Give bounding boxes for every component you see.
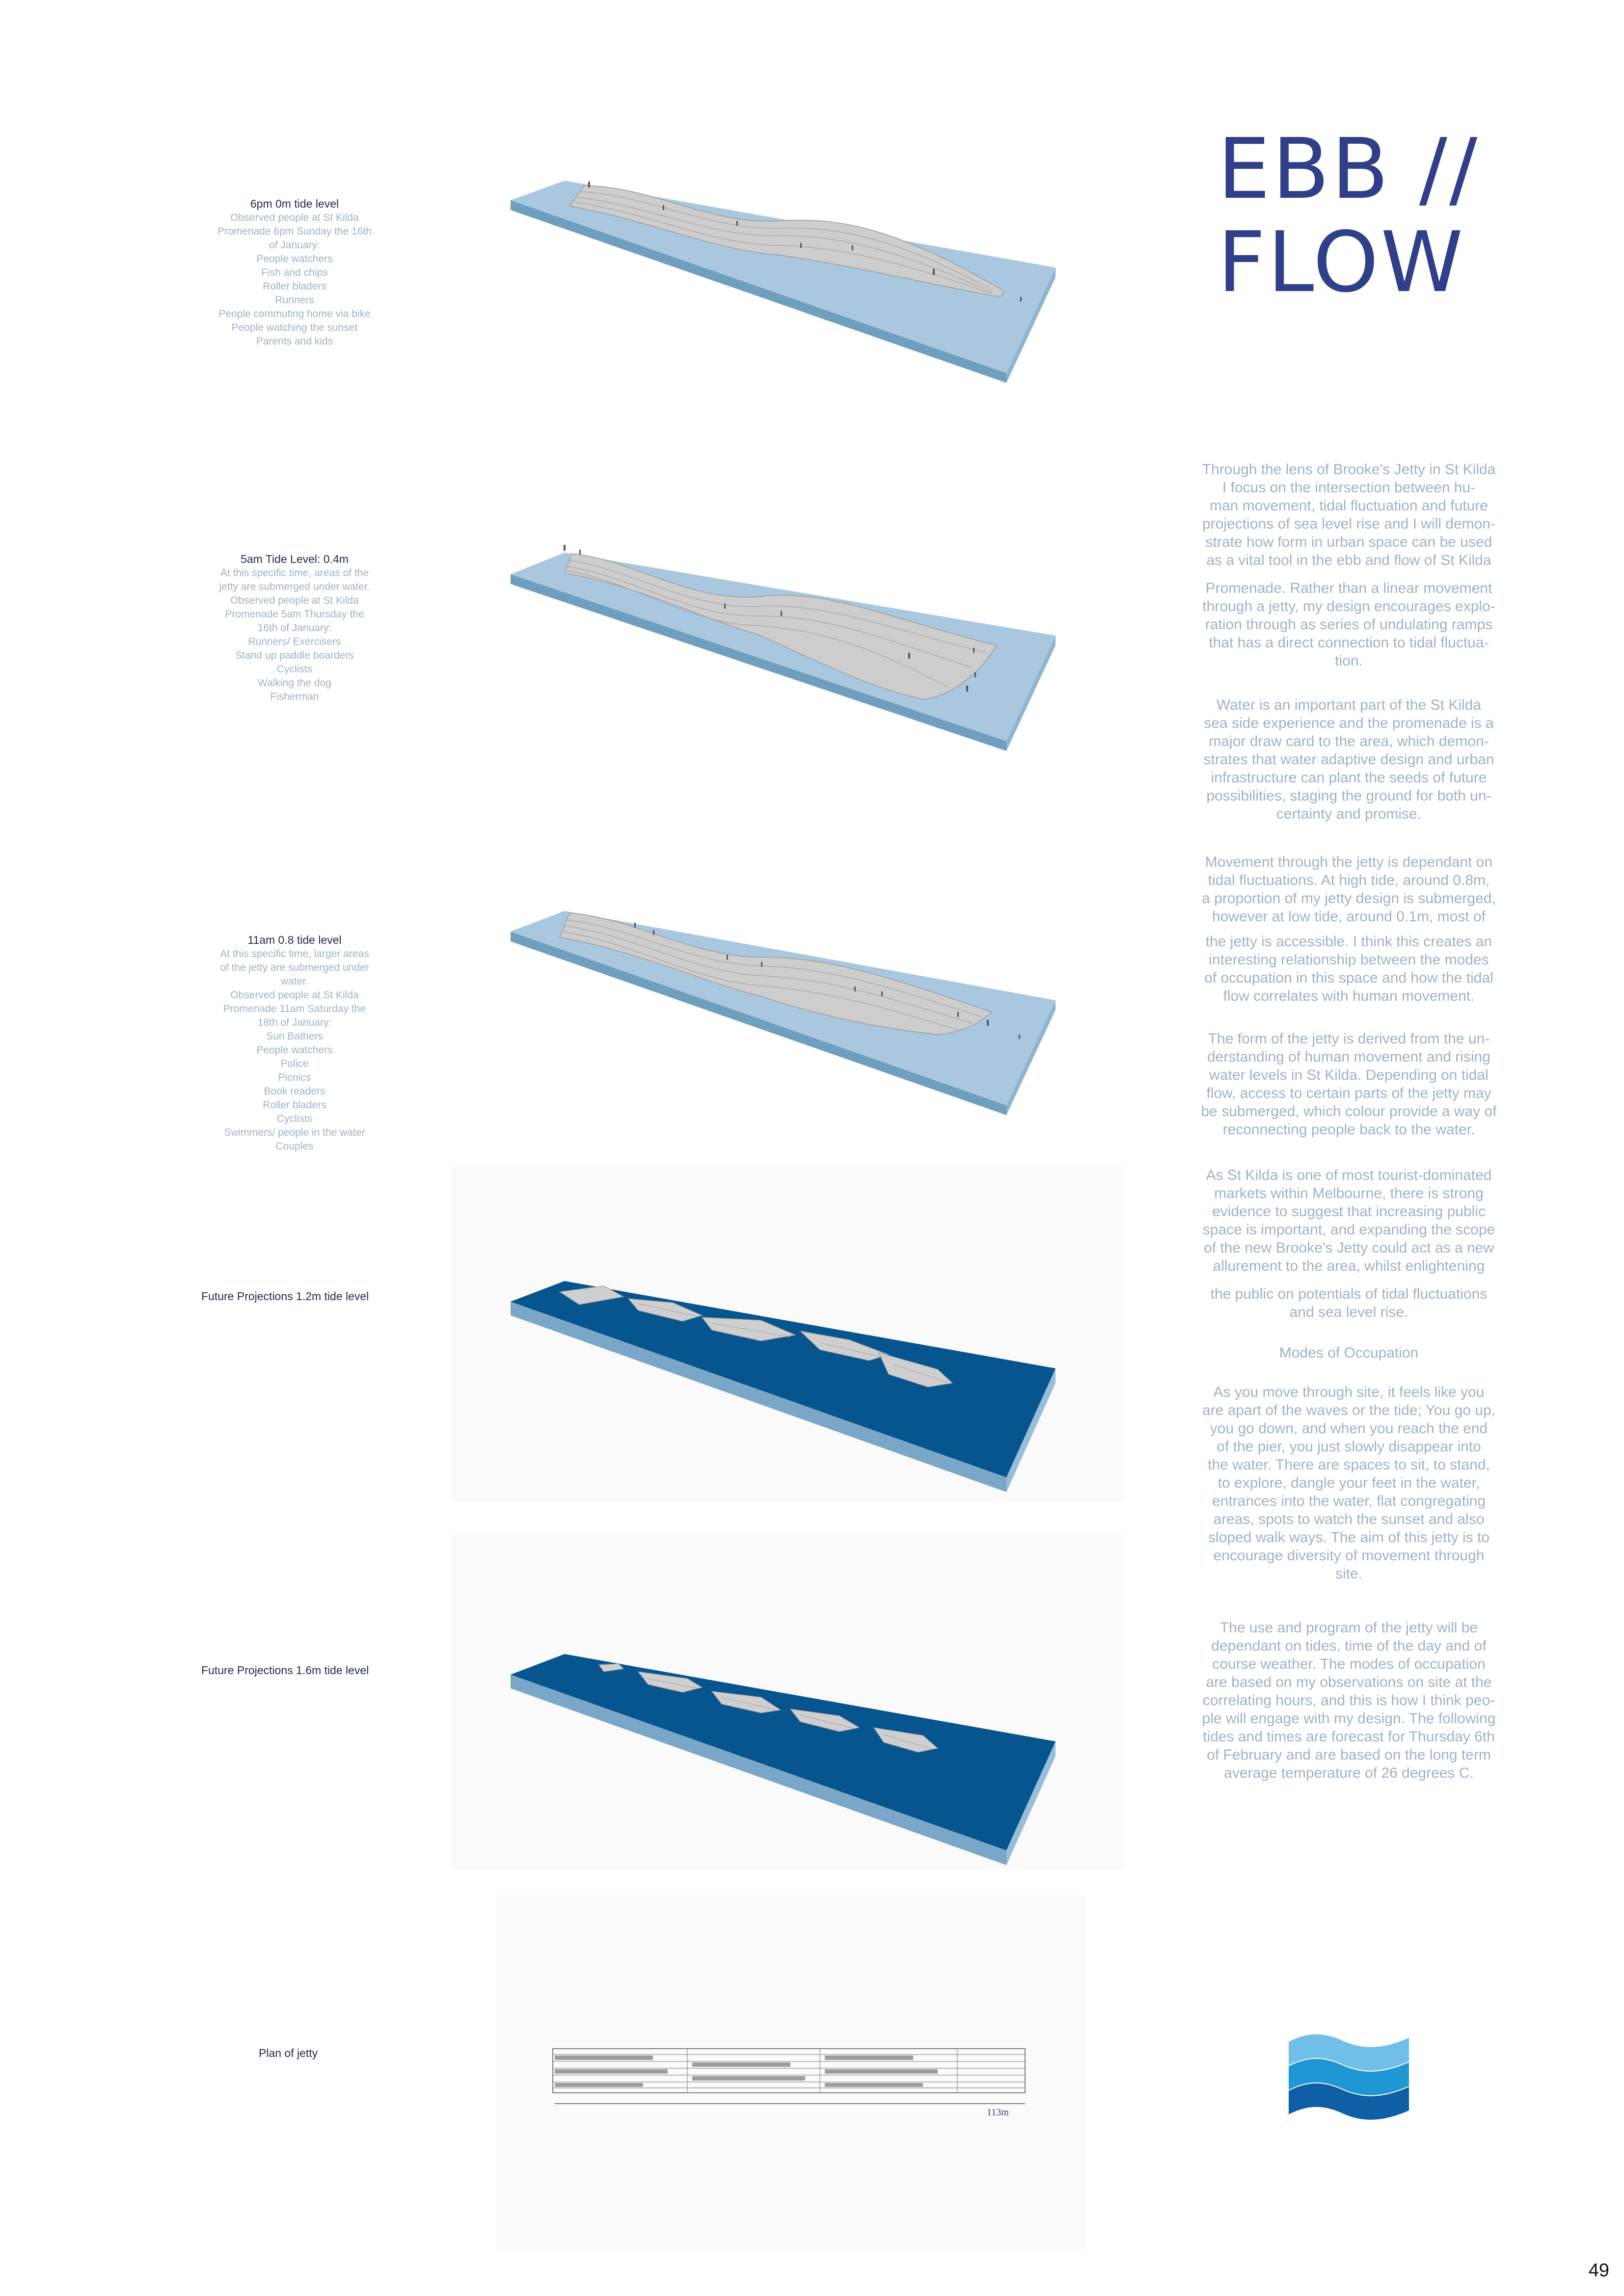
model-line: 18th of January: [257,1017,332,1028]
title-line-2: FLOW [1218,214,1465,311]
text-line: derstanding of human movement and rising [1207,1049,1490,1065]
text-line: Through the lens of Brooke's Jetty in St Kilda [1202,461,1496,478]
body-paragraph-8 [1186,1285,1512,1321]
text-line: dependant on tides, time of the day and of [1211,1638,1487,1654]
model-heading: 5am Tide Level: 0.4m [241,553,349,565]
model-line: Picnics [278,1072,311,1083]
model-line: Promenade 11am Saturday the [223,1003,366,1015]
text-line: are based on my observations on site at the [1206,1674,1492,1690]
text-line: Modes of Occupation [1279,1345,1419,1361]
title-line-1: EBB // [1218,121,1480,218]
text-line: ration through as series of undulating ramps [1205,616,1493,633]
model-line: Walking the dog [258,677,331,689]
model-line: 16th of January: [257,622,332,634]
model-line: Cyclists [276,664,313,675]
text-line: a proportion of my jetty design is submerged, [1202,890,1496,907]
model-line: Parents and kids [256,336,333,347]
text-line: the public on potentials of tidal fluctuations [1210,1286,1488,1302]
model-line: Stand up paddle boarders [235,650,354,661]
text-line: of the pier, you just slowly disappear into [1217,1439,1481,1455]
text-line: tion. [1335,653,1363,669]
text-line: to explore, dangle your feet in the water, [1218,1475,1480,1491]
future-label-1-6m: Future Projections 1.6m tide level [201,1664,369,1677]
water-top [511,1654,1056,1850]
page-title [1218,123,1479,309]
body-paragraph-4 [1186,853,1512,926]
text-line: tides and times are forecast for Thursday 6th [1203,1729,1495,1745]
section-heading-modes [1186,1344,1512,1362]
model-line: Swimmers/ people in the water [224,1127,365,1138]
text-line: Promenade. Rather than a linear movement [1205,580,1492,596]
model-line: People watchers [256,253,333,265]
text-line: water levels in St Kilda. Depending on tidal [1209,1067,1489,1083]
text-line: and sea level rise. [1289,1304,1408,1320]
model-line: Promenade 6pm Sunday the 16th [217,226,372,237]
plan-label: Plan of jetty [259,2047,318,2059]
text-line: that has a direct connection to tidal fluctua- [1209,635,1489,651]
model-line: of January: [269,240,320,251]
text-line: projections of sea level rise and I will demon- [1202,516,1495,532]
body-paragraph-6 [1186,1030,1512,1139]
text-line: of the new Brooke's Jetty could act as a new [1203,1240,1494,1256]
text-line: ple will engage with my design. The following [1202,1710,1496,1727]
model-line: Promenade 5am Thursday the [225,609,364,620]
text-line: The use and program of the jetty will be [1219,1620,1478,1636]
model-line: jetty are submerged under water. [219,581,370,592]
model-line: Police [280,1058,309,1069]
model-line: Runners/ Exercisers [248,636,341,647]
model-line: At this specific time, larger areas [220,948,369,960]
model-line: Runners [275,294,314,306]
future-label-1-2m: Future Projections 1.2m tide level [201,1290,369,1303]
body-paragraph-2 [1186,579,1512,670]
text-line: space is important, and expanding the scope [1202,1222,1495,1238]
text-line: entrances into the water, flat congregating [1212,1493,1486,1509]
text-line: As St Kilda is one of most tourist-dominated [1206,1167,1492,1183]
text-line: The form of the jetty is derived from the un- [1208,1031,1490,1047]
model-line: Observed people at St Kilda [230,212,359,223]
body-paragraph-1 [1186,460,1512,569]
text-line: markets within Melbourne, there is strong [1214,1185,1484,1201]
text-line: flow correlates with human movement. [1223,988,1475,1004]
text-line: the jetty is accessible. I think this creates an [1205,934,1492,950]
model-label-6pm [191,196,398,348]
text-line: evidence to suggest that increasing public [1212,1203,1486,1220]
jetty-model-11am [506,903,1060,1134]
text-line: correlating hours, and this is how I think peo- [1202,1692,1495,1709]
text-line: strates that water adaptive design and urban [1203,751,1494,768]
text-line: of occupation in this space and how the tidal [1204,970,1493,986]
jetty-model-6pm [506,167,1060,393]
text-line: interesting relationship between the modes [1209,952,1489,968]
body-paragraph-5 [1186,933,1512,1005]
text-line: possibilities, staging the ground for both un- [1206,788,1491,804]
model-line: Book readers [264,1086,325,1097]
model-line: water. [280,976,309,987]
text-line: certainty and promise. [1276,806,1422,822]
body-paragraph-9 [1186,1383,1512,1583]
text-line: strate how form in urban space can be used [1205,534,1492,550]
model-heading: 6pm 0m tide level [250,197,339,210]
text-line: I focus on the intersection between hu- [1222,480,1476,496]
text-line: encourage diversity of movement through [1213,1548,1485,1564]
model-line: Observed people at St Kilda [230,595,359,606]
text-line: you go down, and when you reach the end [1210,1420,1488,1437]
text-line: flow, access to certain parts of the jetty may [1206,1085,1491,1101]
model-line: Fish and chips [261,267,328,278]
model-line: People watchers [256,1044,333,1056]
model-label-5am [191,552,398,704]
model-line: Couples [275,1141,314,1152]
jetty-plan-drawing [550,2042,1041,2120]
water-top [511,1281,1056,1477]
model-line: People commuting home via bike [218,308,371,320]
text-line: areas, spots to watch the sunset and also [1213,1511,1485,1527]
model-line: Fisherman [270,691,319,702]
model-line: Observed people at St Kilda [230,989,359,1001]
text-line: of February and are based on the long term [1207,1747,1491,1763]
text-line: allurement to the area, whilst enlightening [1213,1258,1485,1274]
text-line: however at low tide, around 0.1m, most of [1212,908,1486,925]
text-line: sloped walk ways. The aim of this jetty is to [1208,1529,1490,1546]
body-paragraph-10 [1186,1619,1512,1782]
model-line: of the jetty are submerged under [220,962,369,973]
text-line: sea side experience and the promenade is a [1204,715,1494,731]
model-line: Sun Bathers [266,1031,323,1042]
text-line: course weather. The modes of occupation [1212,1656,1486,1672]
plan-scale-text: 113m [987,2107,1009,2118]
model-line: People watching the sunset [231,322,358,333]
page-number: 49 [1588,2260,1609,2281]
text-line: Water is an important part of the St Kilda [1216,697,1482,713]
model-line: At this specific time, areas of the [220,567,369,579]
wave-logo-icon [1289,2032,1411,2120]
body-paragraph-7 [1186,1166,1512,1275]
text-line: Movement through the jetty is dependant on [1205,854,1493,870]
text-line: site. [1335,1566,1363,1582]
text-line: tidal fluctuations. At high tide, around 0.8m, [1208,872,1490,888]
jetty-model-5am [506,530,1060,761]
text-line: reconnecting people back to the water. [1222,1121,1475,1138]
text-line: are apart of the waves or the tide; You go up, [1202,1402,1496,1418]
model-line: Roller bladers [263,1099,326,1111]
text-line: as a vital tool in the ebb and flow of St Kilda [1206,552,1491,568]
model-label-11am [191,933,398,1153]
text-line: average temperature of 26 degrees C. [1224,1765,1474,1781]
model-heading: 11am 0.8 tide level [247,934,342,946]
text-line: the water. There are spaces to sit, to stand, [1208,1457,1490,1473]
jetty-model-1-6m [506,1639,1060,1875]
text-line: major draw card to the area, which demon- [1209,733,1489,749]
model-line: Cyclists [276,1113,313,1124]
body-paragraph-3 [1186,696,1512,823]
text-line: be submerged, which colour provide a way of [1201,1103,1497,1120]
text-line: through a jetty, my design encourages explo- [1202,598,1495,614]
model-line: Roller bladers [263,281,326,292]
text-line: man movement, tidal fluctuation and future [1210,498,1488,514]
text-line: As you move through site, it feels like you [1213,1384,1485,1400]
jetty-model-1-2m [506,1266,1060,1502]
text-line: infrastructure can plant the seeds of future [1211,770,1487,786]
